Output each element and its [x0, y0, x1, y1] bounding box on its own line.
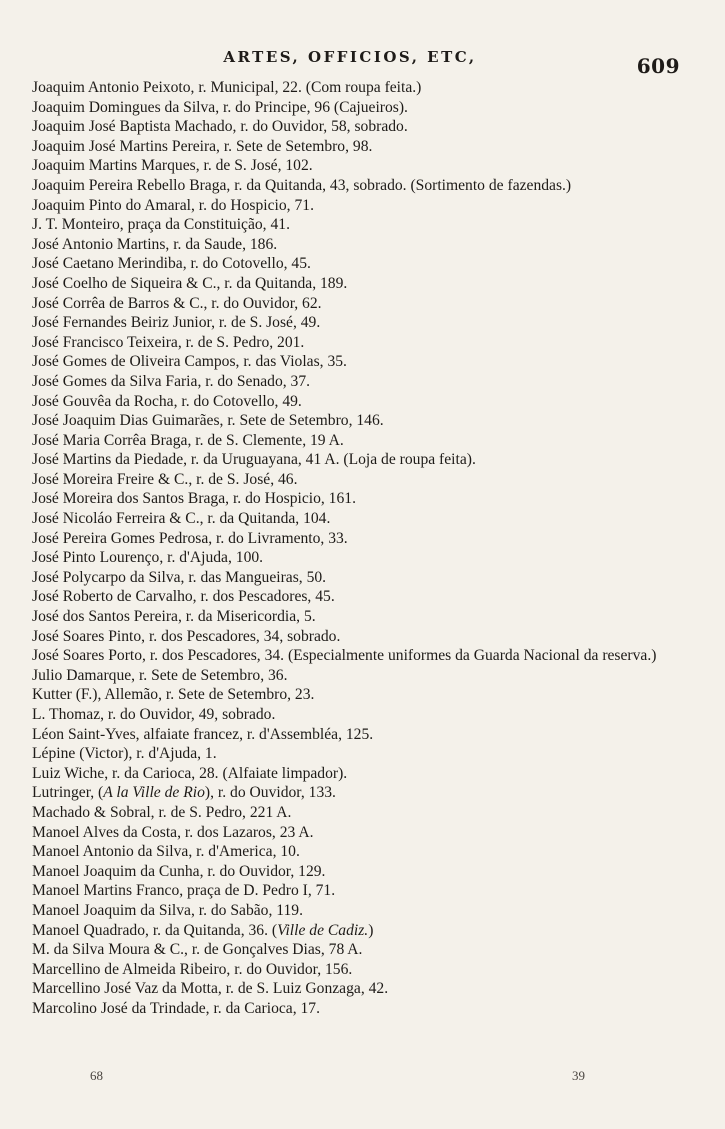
directory-entry: Marcolino José da Trindade, r. da Carioca, 17.: [32, 999, 320, 1017]
directory-entry: L. Thomaz, r. do Ouvidor, 49, sobrado.: [32, 706, 276, 723]
directory-entry: José Soares Pinto, r. dos Pescadores, 34, sobrado.: [32, 627, 341, 645]
directory-entry: José dos Santos Pereira, r. da Misericordia, 5.: [32, 608, 316, 626]
directory-entry: José Soares Porto, r. dos Pescadores, 34. (Especialmente uniformes da Guarda Nacional da reserva.): [32, 647, 657, 665]
directory-entry: José Gomes de Oliveira Campos, r. das Violas, 35.: [32, 353, 347, 371]
directory-entry: Joaquim José Martins Pereira, r. Sete de Setembro, 98.: [32, 137, 373, 155]
directory-entry: Manoel Joaquim da Silva, r. do Sabão, 119.: [32, 901, 303, 919]
signature-mark-left: 68: [90, 1068, 103, 1083]
directory-entry: José Gouvêa da Rocha, r. do Cotovello, 49.: [32, 392, 302, 410]
directory-entry: José Coelho de Siqueira & C., r. da Quitanda, 189.: [32, 274, 348, 292]
directory-entry: José Antonio Martins, r. da Saude, 186.: [32, 235, 278, 253]
directory-entry: José Joaquim Dias Guimarães, r. Sete de Setembro, 146.: [32, 412, 384, 430]
entry-text: ), r. do Ouvidor, 133.: [204, 784, 336, 802]
directory-entry: José Gomes da Silva Faria, r. do Senado, 37.: [32, 372, 311, 390]
directory-entry: José Roberto de Carvalho, r. dos Pescadores, 45.: [32, 588, 335, 606]
directory-entry: José Moreira Freire & C., r. de S. José, 46.: [32, 470, 298, 488]
directory-entry: José Martins da Piedade, r. da Uruguayana, 41 A. (Loja de roupa feita).: [32, 451, 476, 469]
entry-text: Lutringer, (: [32, 784, 104, 802]
directory-entry: [32, 783, 667, 803]
directory-entry: Lépine (Victor), r. d'Ajuda, 1.: [32, 745, 217, 763]
directory-entry: Machado & Sobral, r. de S. Pedro, 221 A.: [32, 803, 292, 821]
directory-entry: [32, 921, 667, 941]
directory-entry: Manoel Antonio da Silva, r. d'America, 10.: [32, 843, 300, 861]
directory-entry: Kutter (F.), Allemão, r. Sete de Setembro, 23.: [32, 686, 315, 704]
directory-entry: Manoel Martins Franco, praça de D. Pedro I, 71.: [32, 882, 336, 900]
directory-entry: José Pinto Lourenço, r. d'Ajuda, 100.: [32, 549, 264, 567]
directory-entry: Marcellino José Vaz da Motta, r. de S. Luiz Gonzaga, 42.: [32, 980, 389, 998]
directory-entry: M. da Silva Moura & C., r. de Gonçalves Dias, 78 A.: [32, 941, 363, 959]
directory-entry: Luiz Wiche, r. da Carioca, 28. (Alfaiate limpador).: [32, 764, 348, 782]
directory-entry: José Fernandes Beiriz Junior, r. de S. José, 49.: [32, 314, 321, 332]
directory-entry: Léon Saint-Yves, alfaiate francez, r. d'Assembléa, 125.: [32, 725, 374, 743]
directory-entry: Marcellino de Almeida Ribeiro, r. do Ouvidor, 156.: [32, 960, 353, 978]
directory-entry: Manoel Joaquim da Cunha, r. do Ouvidor, 129.: [32, 862, 326, 880]
directory-entry: José Polycarpo da Silva, r. das Mangueiras, 50.: [32, 568, 327, 586]
entry-text: ): [368, 921, 374, 939]
page-header: [30, 48, 680, 78]
directory-entry: J. T. Monteiro, praça da Constituição, 41.: [32, 216, 290, 234]
directory-entry: José Moreira dos Santos Braga, r. do Hospicio, 161.: [32, 490, 356, 508]
directory-entry: José Caetano Merindiba, r. do Cotovello, 45.: [32, 255, 311, 273]
directory-entry: Julio Damarque, r. Sete de Setembro, 36.: [32, 666, 288, 684]
page-footer: [90, 1068, 585, 1088]
directory-entry: José Nicoláo Ferreira & C., r. da Quitanda, 104.: [32, 510, 331, 528]
directory-entry: Joaquim Pinto do Amaral, r. do Hospicio, 71.: [32, 196, 314, 214]
entry-italic-text: Ville de Cadiz.: [277, 921, 369, 939]
directory-list: [32, 78, 667, 1019]
directory-entry: José Maria Corrêa Braga, r. de S. Clemente, 19 A.: [32, 431, 344, 449]
directory-entry: José Pereira Gomes Pedrosa, r. do Livramento, 33.: [32, 529, 348, 547]
signature-mark-right: 39: [572, 1068, 585, 1083]
entry-text: Manoel Quadrado, r. da Quitanda, 36. (: [32, 921, 278, 939]
directory-entry: Joaquim Domingues da Silva, r. do Principe, 96 (Cajueiros).: [32, 98, 408, 116]
entry-italic-text: A la Ville de Rio: [103, 784, 205, 802]
page-number: 609: [636, 54, 680, 78]
directory-entry: Joaquim José Baptista Machado, r. do Ouvidor, 58, sobrado.: [32, 118, 408, 136]
section-title: ARTES, OFFICIOS, ETC,: [223, 48, 477, 66]
directory-entry: Joaquim Martins Marques, r. de S. José, 102.: [32, 157, 313, 175]
directory-entry: Joaquim Pereira Rebello Braga, r. da Quitanda, 43, sobrado. (Sortimento de fazendas.): [32, 176, 572, 194]
directory-entry: José Francisco Teixeira, r. de S. Pedro, 201.: [32, 333, 305, 351]
directory-entry: Joaquim Antonio Peixoto, r. Municipal, 22. (Com roupa feita.): [32, 79, 422, 96]
directory-entry: José Corrêa de Barros & C., r. do Ouvidor, 62.: [32, 294, 322, 312]
directory-entry: Manoel Alves da Costa, r. dos Lazaros, 23 A.: [32, 823, 314, 841]
